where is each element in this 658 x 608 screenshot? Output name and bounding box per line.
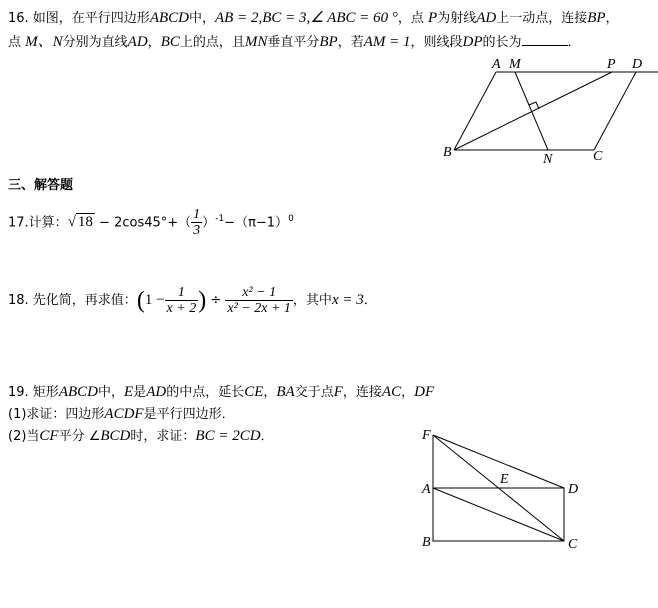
q18-one: 1 − [144, 292, 165, 308]
q19-text: (2)当 [8, 429, 40, 444]
q19-text: 交于点 [294, 385, 334, 400]
q18-f2-num: x² − 1 [225, 285, 293, 301]
q18-line [8, 284, 377, 317]
q18-text: 18. 先化简，再求值： [8, 293, 137, 308]
q19-var: BCD [100, 428, 131, 444]
label-e: E [500, 472, 509, 487]
q17-radicand: 18 [77, 214, 93, 231]
right-angle-mark [529, 102, 539, 109]
q18-text: ． [363, 293, 377, 308]
label-b: B [443, 145, 452, 160]
section-heading: 三、解答题 [8, 178, 74, 193]
q19-text: ． [260, 429, 274, 444]
q16-var: AM = 1 [363, 34, 411, 50]
q19-var: DF [414, 384, 435, 400]
segment-fc [433, 435, 564, 541]
q19-line3 [8, 428, 274, 445]
label-m: M [509, 57, 521, 72]
q19-text: ，连接 [342, 385, 382, 400]
q19-text: 中， [97, 385, 124, 400]
q19-var: ABCD [58, 384, 98, 400]
label-b: B [422, 535, 431, 550]
q16-text: 上的点，且 [179, 35, 245, 50]
q16-line2 [8, 33, 581, 51]
q16-text: 垂直平分 [267, 35, 320, 50]
q16-text: 上一动点，连接 [496, 11, 588, 26]
q17-text: − 2cos45°+（ [94, 215, 192, 231]
q16-text: ，则线段 [410, 35, 463, 50]
label-p: P [607, 57, 616, 72]
q16-var: M、N [25, 34, 63, 50]
q16-var: AD [127, 34, 148, 50]
q16-var: DP [462, 34, 483, 50]
q19-text: 时，求证： [130, 429, 196, 444]
q19-var: BC = 2CD [195, 428, 261, 444]
rectangle-abcd [433, 488, 564, 541]
q19-text: (1)求证：四边形 [8, 407, 105, 422]
q18-f2-den: x² − 2x + 1 [227, 301, 291, 316]
q17-frac-num: 1 [193, 207, 201, 223]
q19-text: ， [263, 385, 277, 400]
q16-text: 16. 如图，在平行四边形 [8, 11, 150, 26]
q19-line2 [8, 406, 235, 423]
q18-div: ÷ [210, 293, 222, 308]
q19-text: 的中点，延长 [166, 385, 245, 400]
q18-fraction-1 [165, 285, 199, 316]
q16-text: ， [605, 11, 619, 26]
label-d: D [632, 57, 643, 72]
q17-fraction [191, 207, 202, 238]
label-c: C [568, 537, 578, 552]
label-n: N [543, 152, 553, 167]
q19-text: ， [401, 385, 415, 400]
q18-f1-num: 1 [165, 285, 199, 301]
q18-paren-open: ( [136, 287, 145, 314]
label-d: D [568, 482, 579, 497]
q16-text: ，点 [397, 11, 429, 26]
q19-text: 是 [133, 385, 147, 400]
q19-var: AC [381, 384, 402, 400]
q17-sqrt: √ 18 [67, 214, 93, 231]
q16-line1 [8, 10, 619, 27]
q16-text: ． [567, 35, 581, 50]
q16-text: ，若 [337, 35, 364, 50]
q16-condition: AB = 2,BC = 3,∠ ABC = 60 ° [215, 10, 398, 26]
q17-exp: -1 [215, 214, 225, 224]
q17-text: −（π−1） [224, 215, 289, 231]
q19-text: 平分 ∠ [58, 429, 101, 444]
segment-bp [454, 72, 612, 150]
q17-line [8, 204, 294, 238]
q19-var: AD [146, 384, 167, 400]
label-a: A [492, 57, 501, 72]
q16-var: BC [160, 34, 180, 50]
segment-fd [433, 435, 564, 488]
q17-exp: 0 [288, 214, 294, 224]
q19-var: CE [244, 384, 264, 400]
side-ab [454, 72, 496, 150]
q17-text: 17.计算： [8, 215, 68, 231]
q19-var: CF [39, 428, 59, 444]
q16-text: 点 [8, 35, 26, 50]
side-cd [594, 72, 636, 150]
label-c: C [593, 149, 603, 164]
segment-ac [433, 488, 564, 541]
q18-paren-close: ) [198, 287, 207, 314]
q18-fraction-2 [225, 285, 293, 316]
q19-line1 [8, 384, 434, 401]
q16-var: AD [476, 10, 497, 26]
q18-text: ，其中 [292, 293, 332, 308]
q16-text: 中， [188, 11, 215, 26]
q17-text: ） [202, 215, 216, 231]
label-f: F [422, 428, 431, 443]
q16-var: BP [319, 34, 338, 50]
q18-var: x = 3 [331, 292, 364, 308]
q17-frac-den: 3 [193, 223, 201, 239]
segment-mn [515, 72, 548, 150]
q16-var: MN [244, 34, 268, 50]
q19-var: E [124, 384, 134, 400]
q18-f1-den: x + 2 [166, 301, 197, 316]
q16-text: 为射线 [437, 11, 477, 26]
q16-var: P [428, 10, 438, 26]
answer-blank[interactable] [522, 33, 568, 46]
q19-var: BA [276, 384, 295, 400]
q16-text: 分别为直线 [62, 35, 128, 50]
q16-text: 的长为 [482, 35, 522, 50]
q19-text: 19. 矩形 [8, 385, 59, 400]
q19-var: ACDF [104, 406, 144, 422]
q16-var: ABCD [149, 10, 189, 26]
q19-var: F [333, 384, 343, 400]
label-a: A [422, 482, 431, 497]
q19-text: 是平行四边形． [143, 407, 235, 422]
q16-var: BP [587, 10, 606, 26]
q16-text: ， [147, 35, 161, 50]
